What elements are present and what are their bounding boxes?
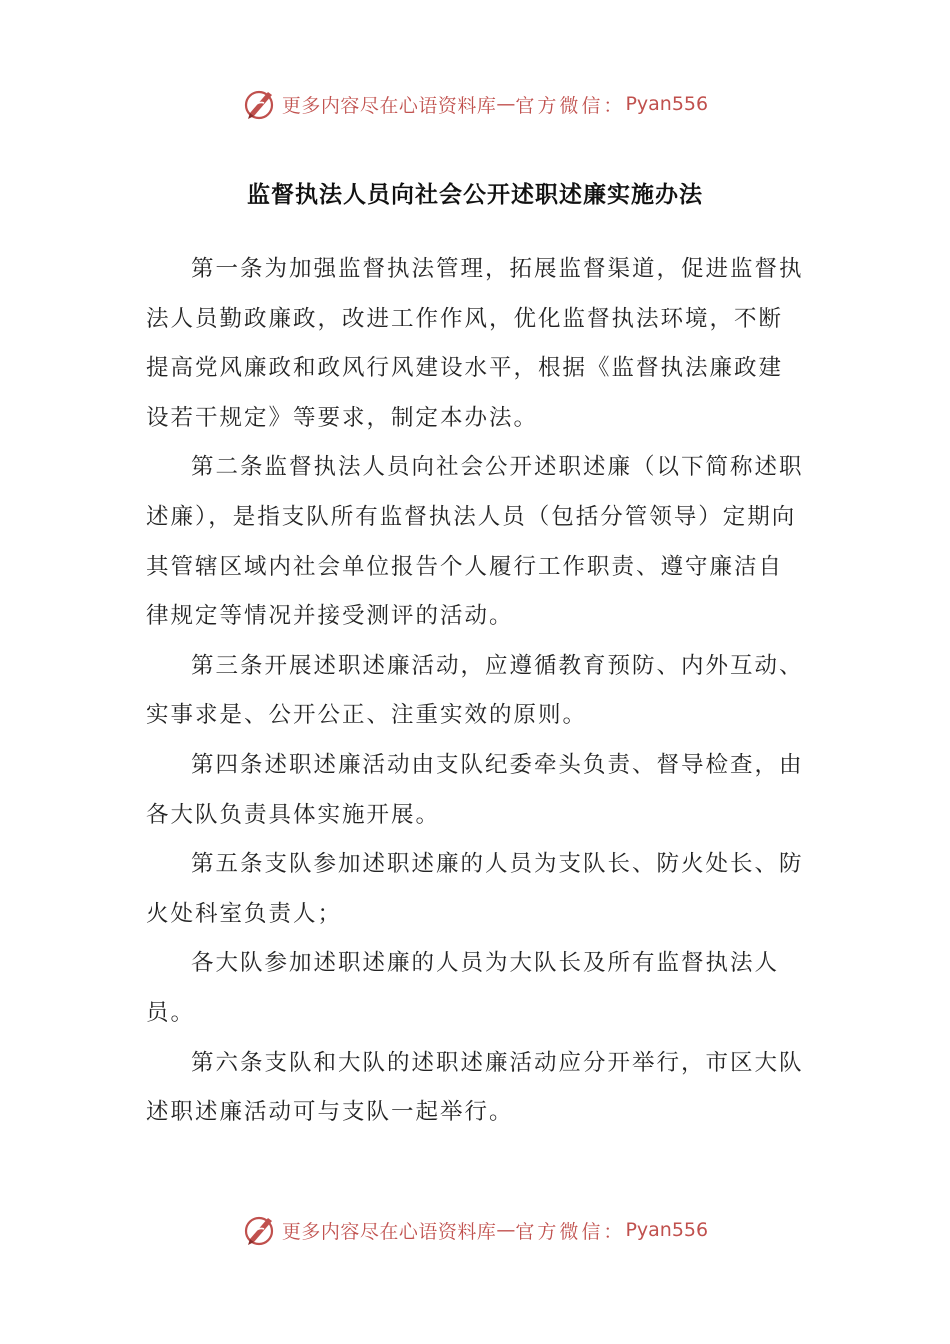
article-3: 第三条开展述职述廉活动，应遵循教育预防、内外互动、实事求是、公开公正、注重实效的原则。	[146, 652, 804, 729]
pen-logo-icon	[242, 1212, 278, 1248]
pen-logo-icon	[242, 86, 278, 122]
article-2: 第二条监督执法人员向社会公开述职述廉（以下简称述职述廉），是指支队所有监督执法人员（包括分管领导）定期向其管辖区域内社会单位报告个人履行工作职责、遵守廉洁自律规定等情况并接受测评的活动。	[146, 454, 804, 630]
banner-wechat-id: Pyan556	[625, 1219, 709, 1241]
banner-dash: —	[496, 93, 516, 115]
banner-suffix: 官方微信：	[515, 1220, 626, 1243]
banner-dash: —	[496, 1219, 516, 1241]
banner-suffix: 官方微信：	[515, 94, 626, 117]
footer-banner	[0, 1210, 950, 1250]
banner-text: 更多内容尽在心语资料库	[281, 1220, 497, 1243]
article-5-continued: 各大队参加述职述廉的人员为大队长及所有监督执法人员。	[146, 950, 780, 1026]
header-banner	[0, 84, 950, 124]
banner-wechat-id: Pyan556	[625, 93, 709, 115]
document-body	[146, 245, 806, 1138]
article-6: 第六条支队和大队的述职述廉活动应分开举行，市区大队述职述廉活动可与支队一起举行。	[146, 1049, 804, 1126]
article-5: 第五条支队参加述职述廉的人员为支队长、防火处长、防火处科室负责人；	[146, 851, 804, 927]
article-4: 第四条述职述廉活动由支队纪委牵头负责、督导检查，由各大队负责具体实施开展。	[146, 751, 804, 828]
article-1: 第一条为加强监督执法管理，拓展监督渠道，促进监督执法人员勤政廉政，改进工作作风，优化监督执法环境，不断提高党风廉政和政风行风建设水平，根据《监督执法廉政建设若干规定》等要求，制定本办法。	[146, 256, 804, 431]
document-title: 监督执法人员向社会公开述职述廉实施办法	[247, 182, 703, 208]
banner-text: 更多内容尽在心语资料库	[281, 94, 497, 117]
